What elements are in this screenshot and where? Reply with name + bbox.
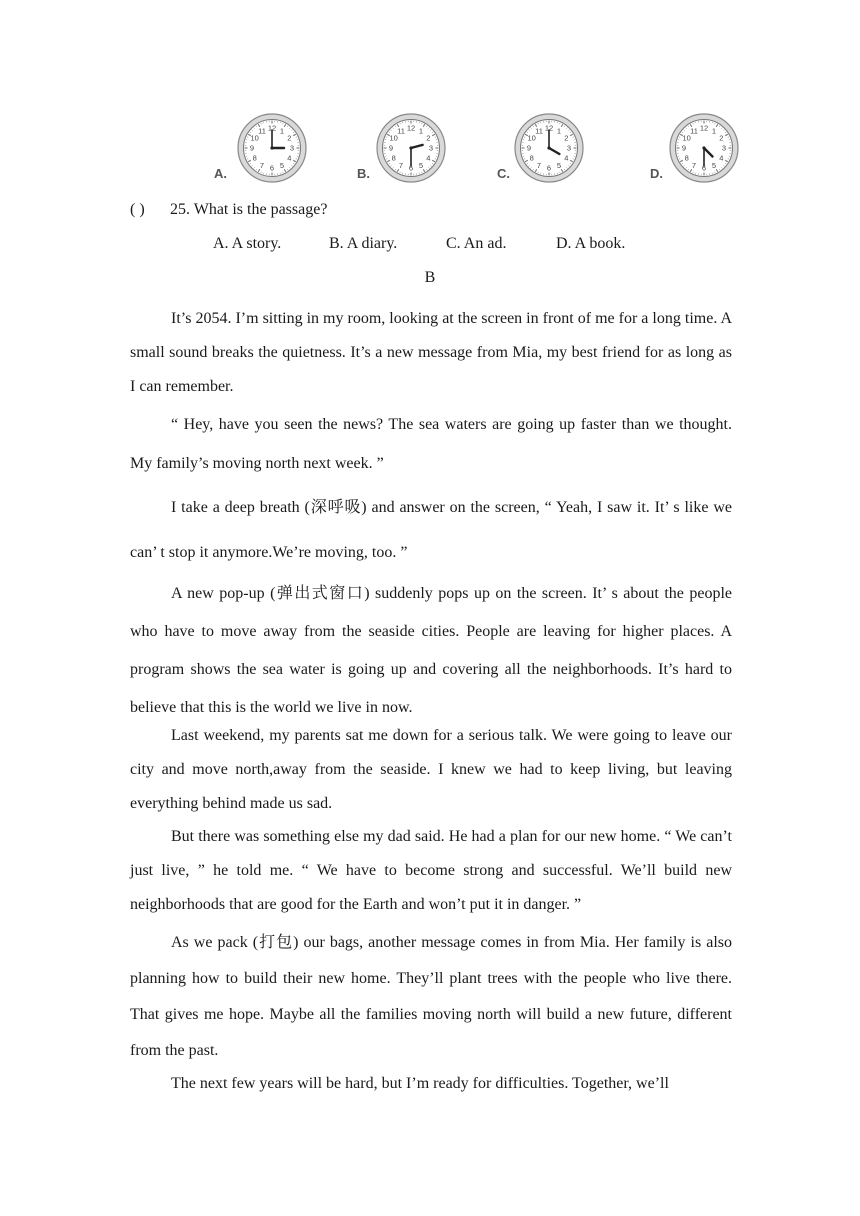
clock-center bbox=[547, 146, 550, 149]
clock-numeral: 1 bbox=[279, 126, 285, 136]
clock-numeral: 11 bbox=[535, 126, 543, 136]
clock-numeral: 4 bbox=[564, 153, 569, 163]
clock-numeral: 1 bbox=[711, 126, 717, 136]
clock-numeral: 9 bbox=[681, 143, 687, 153]
clock-numeral: 4 bbox=[426, 153, 431, 163]
passage-paragraph: The next few years will be hard, but I’m ready for difficulties. Together, we’ll bbox=[171, 1075, 669, 1092]
clock-numeral: 5 bbox=[279, 160, 285, 170]
clock-numeral: 3 bbox=[289, 143, 295, 153]
clock-numeral: 8 bbox=[684, 153, 689, 163]
clock-numeral: 7 bbox=[398, 160, 404, 170]
clock-center bbox=[409, 146, 412, 149]
answer-blank[interactable]: ( ) bbox=[130, 201, 145, 218]
clock-numeral: 8 bbox=[252, 153, 257, 163]
option-letter: D. bbox=[650, 166, 663, 181]
clock-numeral: 7 bbox=[536, 160, 542, 170]
clock-icon bbox=[236, 112, 308, 184]
clock-icon bbox=[513, 112, 585, 184]
clock-numeral: 6 bbox=[408, 163, 414, 173]
clock-numeral: 10 bbox=[527, 133, 536, 143]
option-c[interactable]: C. An ad. bbox=[446, 235, 507, 252]
clock-numeral: 5 bbox=[711, 160, 717, 170]
clock-numeral: 3 bbox=[428, 143, 434, 153]
passage-paragraph: “ Hey, have you seen the news? The sea waters are going up faster than we thought. My family’s moving north next week. ” bbox=[130, 416, 732, 472]
clock-numeral: 6 bbox=[269, 163, 275, 173]
clock-numeral: 1 bbox=[556, 126, 562, 136]
clock-numeral: 12 bbox=[544, 123, 554, 133]
option-a[interactable]: A. A story. bbox=[213, 235, 282, 252]
clock-numeral: 9 bbox=[249, 143, 255, 153]
passage-paragraph: A new pop-up (弹出式窗口) suddenly pops up on the screen. It’ s about the people who have to move away from the seaside cities. People are leaving for higher places. A program shows the sea water is going up and covering all the neighborhoods. It’s hard to believe that this is the world we live in now. bbox=[130, 585, 732, 716]
clock-numeral: 3 bbox=[721, 143, 727, 153]
clock-numeral: 11 bbox=[690, 126, 698, 136]
section-label: B bbox=[424, 269, 436, 286]
clock-numeral: 8 bbox=[529, 153, 534, 163]
clock-numeral: 1 bbox=[418, 126, 424, 136]
clock-icon bbox=[375, 112, 447, 184]
question-text: 25. What is the passage? bbox=[170, 201, 328, 218]
option-letter: C. bbox=[497, 166, 510, 181]
clock-icon bbox=[668, 112, 740, 184]
clock-numeral: 10 bbox=[250, 133, 259, 143]
clock-numeral: 6 bbox=[701, 163, 707, 173]
clock-numeral: 11 bbox=[397, 126, 405, 136]
clock-numeral: 10 bbox=[682, 133, 691, 143]
clock-center bbox=[702, 146, 705, 149]
clock-numeral: 10 bbox=[389, 133, 398, 143]
option-d[interactable]: D. A book. bbox=[556, 235, 626, 252]
clock-numeral: 7 bbox=[259, 160, 265, 170]
clock-numeral: 5 bbox=[556, 160, 562, 170]
clock-numeral: 2 bbox=[287, 133, 292, 143]
question-25 bbox=[130, 201, 327, 219]
clock-numeral: 6 bbox=[546, 163, 552, 173]
clock-numeral: 3 bbox=[566, 143, 572, 153]
clock-numeral: 2 bbox=[719, 133, 724, 143]
clock-numeral: 7 bbox=[691, 160, 697, 170]
option-letter: B. bbox=[357, 166, 370, 181]
clock-numeral: 11 bbox=[258, 126, 266, 136]
option-letter: A. bbox=[214, 166, 227, 181]
passage-paragraph: It’s 2054. I’m sitting in my room, looking at the screen in front of me for a long time. A small sound breaks the quietness. It’s a new message from Mia, my best friend for as long as I can remember. bbox=[130, 310, 732, 395]
clock-numeral: 12 bbox=[406, 123, 416, 133]
clock-numeral: 12 bbox=[699, 123, 709, 133]
clock-numeral: 9 bbox=[526, 143, 532, 153]
option-b[interactable]: B. A diary. bbox=[329, 235, 398, 252]
clock-center bbox=[270, 146, 273, 149]
clock-numeral: 4 bbox=[719, 153, 724, 163]
passage-paragraph: Last weekend, my parents sat me down for a serious talk. We were going to leave our city and move north,away from the seaside. I knew we had to keep living, but leaving everything behind made us sad. bbox=[130, 727, 732, 812]
passage-paragraph: As we pack (打包) our bags, another message comes in from Mia. Her family is also planning how to build their new home. They’ll plant trees with the people who live there. That gives me hope. Maybe all the families moving north will build a new future, different from the past. bbox=[130, 934, 732, 1059]
clock-options bbox=[0, 108, 860, 188]
passage-paragraph: But there was something else my dad said. He had a plan for our new home. “ We can’t just live, ” he told me. “ We have to become strong and successful. We’ll build new neighborhoods that are good for the Earth and won’t put it in danger. ” bbox=[130, 828, 732, 913]
clock-numeral: 8 bbox=[391, 153, 396, 163]
clock-numeral: 4 bbox=[287, 153, 292, 163]
clock-numeral: 2 bbox=[564, 133, 569, 143]
clock-numeral: 2 bbox=[426, 133, 431, 143]
clock-numeral: 5 bbox=[418, 160, 424, 170]
clock-numeral: 9 bbox=[388, 143, 394, 153]
clock-numeral: 12 bbox=[267, 123, 277, 133]
passage-paragraph: I take a deep breath (深呼吸) and answer on the screen, “ Yeah, I saw it. It’ s like we can’ t stop it anymore.We’re moving, too. ” bbox=[130, 499, 732, 561]
